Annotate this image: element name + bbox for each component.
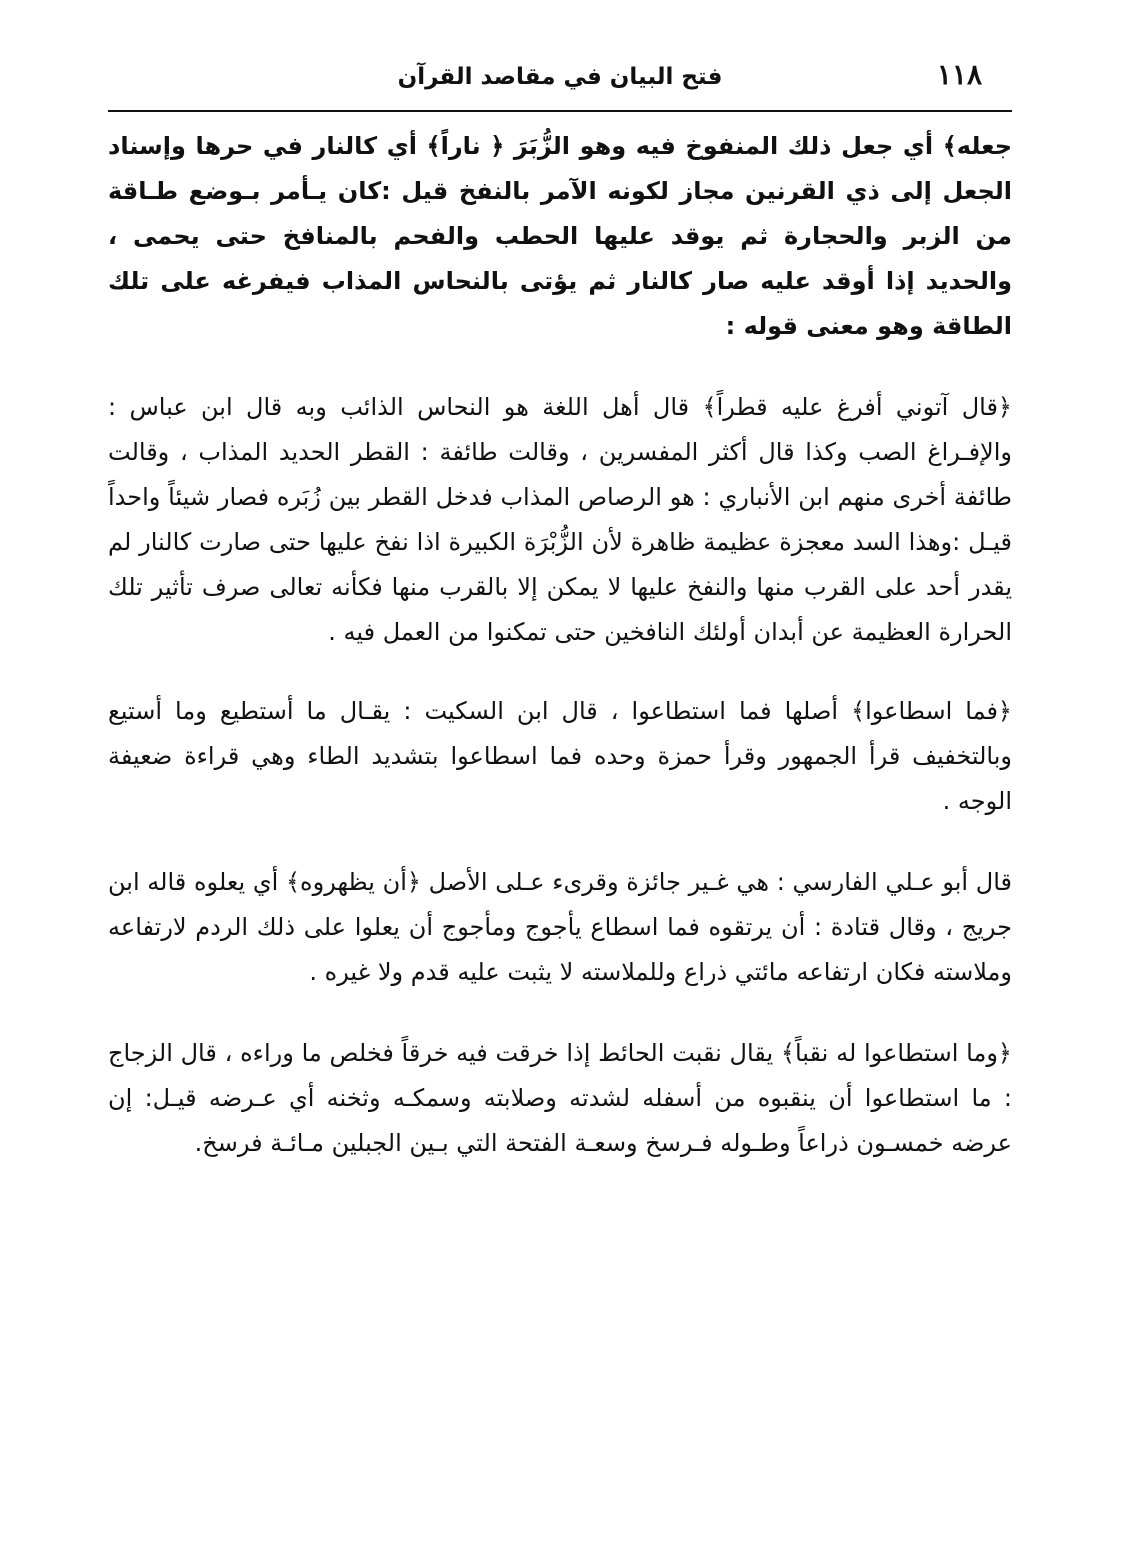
book-page [108, 52, 1012, 1532]
book-title: فتح البيان في مقاصد القرآن [397, 64, 723, 90]
page-number: ١١٨ [936, 58, 982, 91]
paragraph: جعله﴾ أي جعل ذلك المنفوخ فيه وهو الزُّبَرَ ﴿ ناراً﴾ أي كالنار في حرها وإسناد الجعل إلى ذي القرنين مجاز لكونه الآمر بالنفخ قيل :كان يـأمر بـوضع طـاقة من الزبر والحجارة ثم يوقد عليها الحطب والفحم بالمنافخ حتى يحمى ، والحديد إذا أوقد عليه صار كالنار ثم يؤتى بالنحاس المذاب فيفرغه على تلك الطاقة وهو معنى قوله : [108, 132, 1012, 340]
paragraph: ﴿فما اسطاعوا﴾ أصلها فما استطاعوا ، قال ابن السكيت : يقـال ما أستطيع وما أستيع وبالتخفيف قرأ الجمهور وقرأ حمزة وحده فما اسطاعوا بتشديد الطاء وهي قراءة ضعيفة الوجه . [108, 697, 1012, 815]
running-header [108, 52, 1012, 112]
paragraph: ﴿قال آتوني أفرغ عليه قطراً﴾ قال أهل اللغة هو النحاس الذائب وبه قال ابن عباس : والإفـراغ الصب وكذا قال أكثر المفسرين ، وقالت طائفة : القطر الحديد المذاب ، وقالت طائفة أخرى منهم ابن الأنباري : هو الرصاص المذاب فدخل القطر بين زُبَره فصار شيئاً واحداً قيـل :وهذا السد معجزة عظيمة ظاهرة لأن الزُّبْرَة الكبيرة اذا نفخ عليها حتى صارت كالنار لم يقدر أحد على القرب منها والنفخ عليها لا يمكن إلا بالقرب منها فكأنه تعالى صرف تأثير تلك الحرارة العظيمة عن أبدان أولئك النافخين حتى تمكنوا من العمل فيه . [108, 393, 1012, 646]
paragraph: ﴿وما استطاعوا له نقباً﴾ يقال نقبت الحائط إذا خرقت فيه خرقاً فخلص ما وراءه ، قال الزجاج : ما استطاعوا أن ينقبوه من أسفله لشدته وصلابته وسمكـه وثخنه أي عـرضه قيـل: إن عرضه خمسـون ذراعاً وطـوله فـرسخ وسعـة الفتحة التي بـين الجبلين مـائـة فرسخ. [108, 1039, 1012, 1157]
paragraph: قال أبو عـلي الفارسي : هي غـير جائزة وقرىء عـلى الأصل ﴿أن يظهروه﴾ أي يعلوه قاله ابن جريج ، وقال قتادة : أن يرتقوه فما اسطاع يأجوج ومأجوج أن يعلوا على ذلك الردم لارتفاعه وملاسته فكان ارتفاعه مائتي ذراع وللملاسته لا يثبت عليه قدم ولا غيره . [108, 868, 1012, 986]
body-text [108, 124, 1012, 1166]
